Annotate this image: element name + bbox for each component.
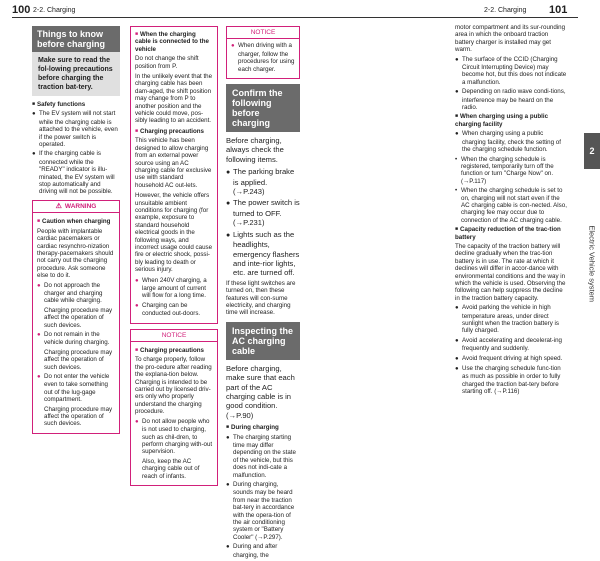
list-note: Also, keep the AC charging cable out of reach of infants. [142,457,200,480]
list-subitem: • When the charging schedule is set to on, charging will not start even if the AC charging cable is con-nected. Also, charging fee may occur due to connection of the AC charging cable. [455,187,567,224]
right-col-1 [455,24,567,398]
section-heading: Inspecting the AC charging cable [226,322,300,360]
list-item: ● When driving with a charger, follow the procedures for using each charger. [231,42,295,73]
warning-box [32,213,120,434]
list-item: ● The EV system will not start while the charging cable is attached to the vehicle, even if the power switch is operated. [32,110,120,148]
warning-icon: ⚠ [55,202,62,210]
section-title: 2-2. Charging [33,7,76,14]
subheading-caution: ■ Caution when charging [37,218,115,225]
confirm-block [226,136,300,278]
list-item: ● The surface of the CCID (Charging Circuit Interrupting Device) may become hot, but this does not indicate a malfunction. [455,56,567,87]
list-item: ● When charging using a public charging facility, check the setting of the charging schedule function. [455,130,567,153]
paragraph: To charge properly, follow the pro-cedure after reading the explana-tion below. Charging is intended to be carried out by licensed driv-ers only who properly understand the charging procedure. [135,356,212,416]
list-note: Charging procedure may affect the operation of such devices. [44,405,113,428]
list-item: ● Avoid accelerating and decelerat-ing frequently and suddenly. [455,337,567,353]
list-item: ● The charging starting time may differ depending on the state of the vehicle, but this does not indi-cate a malfunction. [226,434,300,479]
list-item: ● During charging, sounds may be heard from near the traction bat-tery in accordance with the opera-tion of the air conditioning system or "Battery Cooler" (→P.297). [226,481,300,541]
paragraph: Before charging, make sure that each part of the AC charging cable is in good condition. (→P.90) [226,363,295,420]
warning-header [32,200,120,213]
caution-text: People with implantable cardiac pacemakers or cardiac resynchro-nization therapy-pacemakers should not carry out the charging procedure. Ask someone else to do it. [37,227,114,280]
paragraph: motor compartment and its sur-rounding area in which the onboard traction battery charger is installed may get warm. [455,24,566,54]
paragraph: In the unlikely event that the charging cable has been dam-aged, the shift position may change from P to another position and the vehicle could move, pos-sibly leading to an accident. [135,73,213,125]
paragraph: If these light switches are turned on, then these features will con-sume electricity, and charging time will increase. [226,279,296,317]
list-item: ● Charging can be conducted out-doors. [135,302,213,318]
page-number: 101 [549,4,568,16]
notice-box [130,342,218,486]
list-item: ● Do not remain in the vehicle during charging. [37,331,115,347]
left-col-1 [32,26,120,439]
list-item: ● Use the charging schedule func-tion as much as possible in order to fully charged the traction bat-tery before starting off. (→P.116) [455,365,567,396]
paragraph: However, the vehicle offers unsuitable ambient conditions for charging (for example, exposure to standard household electrical goods in the following ways, and incorrect usage could cause fire or electric shock, possi-bly leading to death or serious injury. [135,192,213,274]
subheading-safety: ■ Safety functions [32,101,120,108]
chapter-title: Electric Vehicle system [587,225,597,303]
list-item: ● Do not enter the vehicle even to take something out of the lug-gage compartment. [37,373,115,404]
list-item: ● When 240V charging, a large amount of current will flow for a long time. [135,277,213,300]
list-note: Charging procedure may affect the operation of such devices. [44,306,113,329]
subheading-public: ■ When charging using a public charging facility [455,113,567,128]
warning-box-continued [130,26,218,324]
right-page [300,0,600,439]
list-item: ● The parking brake is applied. (→P.243) [226,167,300,196]
list-item: ● During and after charging, the [226,543,300,559]
subheading-capacity: ■ Capacity reduction of the trac-tion battery [455,226,567,241]
list-item: ● Depending on radio wave condi-tions, interference may be heard on the radio. [455,88,567,111]
left-page [0,0,300,559]
notice-box [226,39,300,79]
section-heading: Things to know before charging [32,26,120,52]
header-rule [12,17,300,18]
paragraph: The capacity of the traction battery will decline gradually when the trac-tion battery is in use. The rate at which it declines will differ in accor-dance with environmental conditions and the way in which the vehicle is used. Observing the following can help suppress the decline in the traction battery capacity. [455,242,566,302]
list-item: ● Do not approach the charger and charging cable while charging. [37,282,115,305]
section-title: 2-2. Charging [484,7,527,14]
subheading-precautions: ■ Charging precautions [135,128,213,135]
section-heading: Confirm the following before charging [226,84,300,132]
list-item: ● If the charging cable is connected while the "READY" indicator is illu-minated, the EV system will stop automatically and driving will not be possible. [32,150,120,195]
list-item: ● Do not allow people who is not used to charging, such as chil-dren, to perform charging with-out supervision. [135,418,213,456]
list-item: ● Avoid parking the vehicle in high temperature areas, under direct sunlight when the traction battery is fully charged. [455,304,567,335]
page-number: 100 [12,4,31,16]
paragraph: This vehicle has been designed to allow charging from an external power source using an AC charging cable for exclusive use with standard household AC out-lets. [135,137,212,189]
chapter-tab-label [587,180,597,350]
section-intro: Make sure to read the fol-lowing precautions before charging the traction bat-tery. [32,52,120,96]
notice-label: NOTICE [250,29,276,36]
notice-label: NOTICE [161,331,187,339]
list-note: Charging procedure may affect the operation of such devices. [44,348,113,371]
list-item: ● Lights such as the headlights, emergency flashers and inte-rior lights, etc. are turned off. [226,230,300,278]
left-col-2 [130,26,218,491]
subheading-during: ■ During charging [226,424,300,431]
list-subitem: • When the charging schedule is registered, temporarily turn off the function or turn "Charge Now" on. (→P.117) [455,156,567,186]
left-col-3 [226,26,300,561]
paragraph: Before charging, always check the following items. [226,136,284,164]
notice-header [130,329,218,342]
list-item: ● Avoid frequent driving at high speed. [455,355,567,363]
subheading-notice: ■ Charging precautions [135,347,213,354]
paragraph: Do not change the shift position from P. [135,55,199,70]
warning-label: WARNING [64,202,97,210]
subheading-connected: ■ When the charging cable is connected to the vehicle [135,31,213,53]
left-page-header [0,0,300,18]
notice-header [226,26,300,39]
header-rule [300,17,578,18]
list-item: ● The power switch is turned to OFF. (→P.231) [226,198,300,227]
chapter-tab[interactable]: 2 [584,133,600,169]
right-page-header [300,0,600,18]
